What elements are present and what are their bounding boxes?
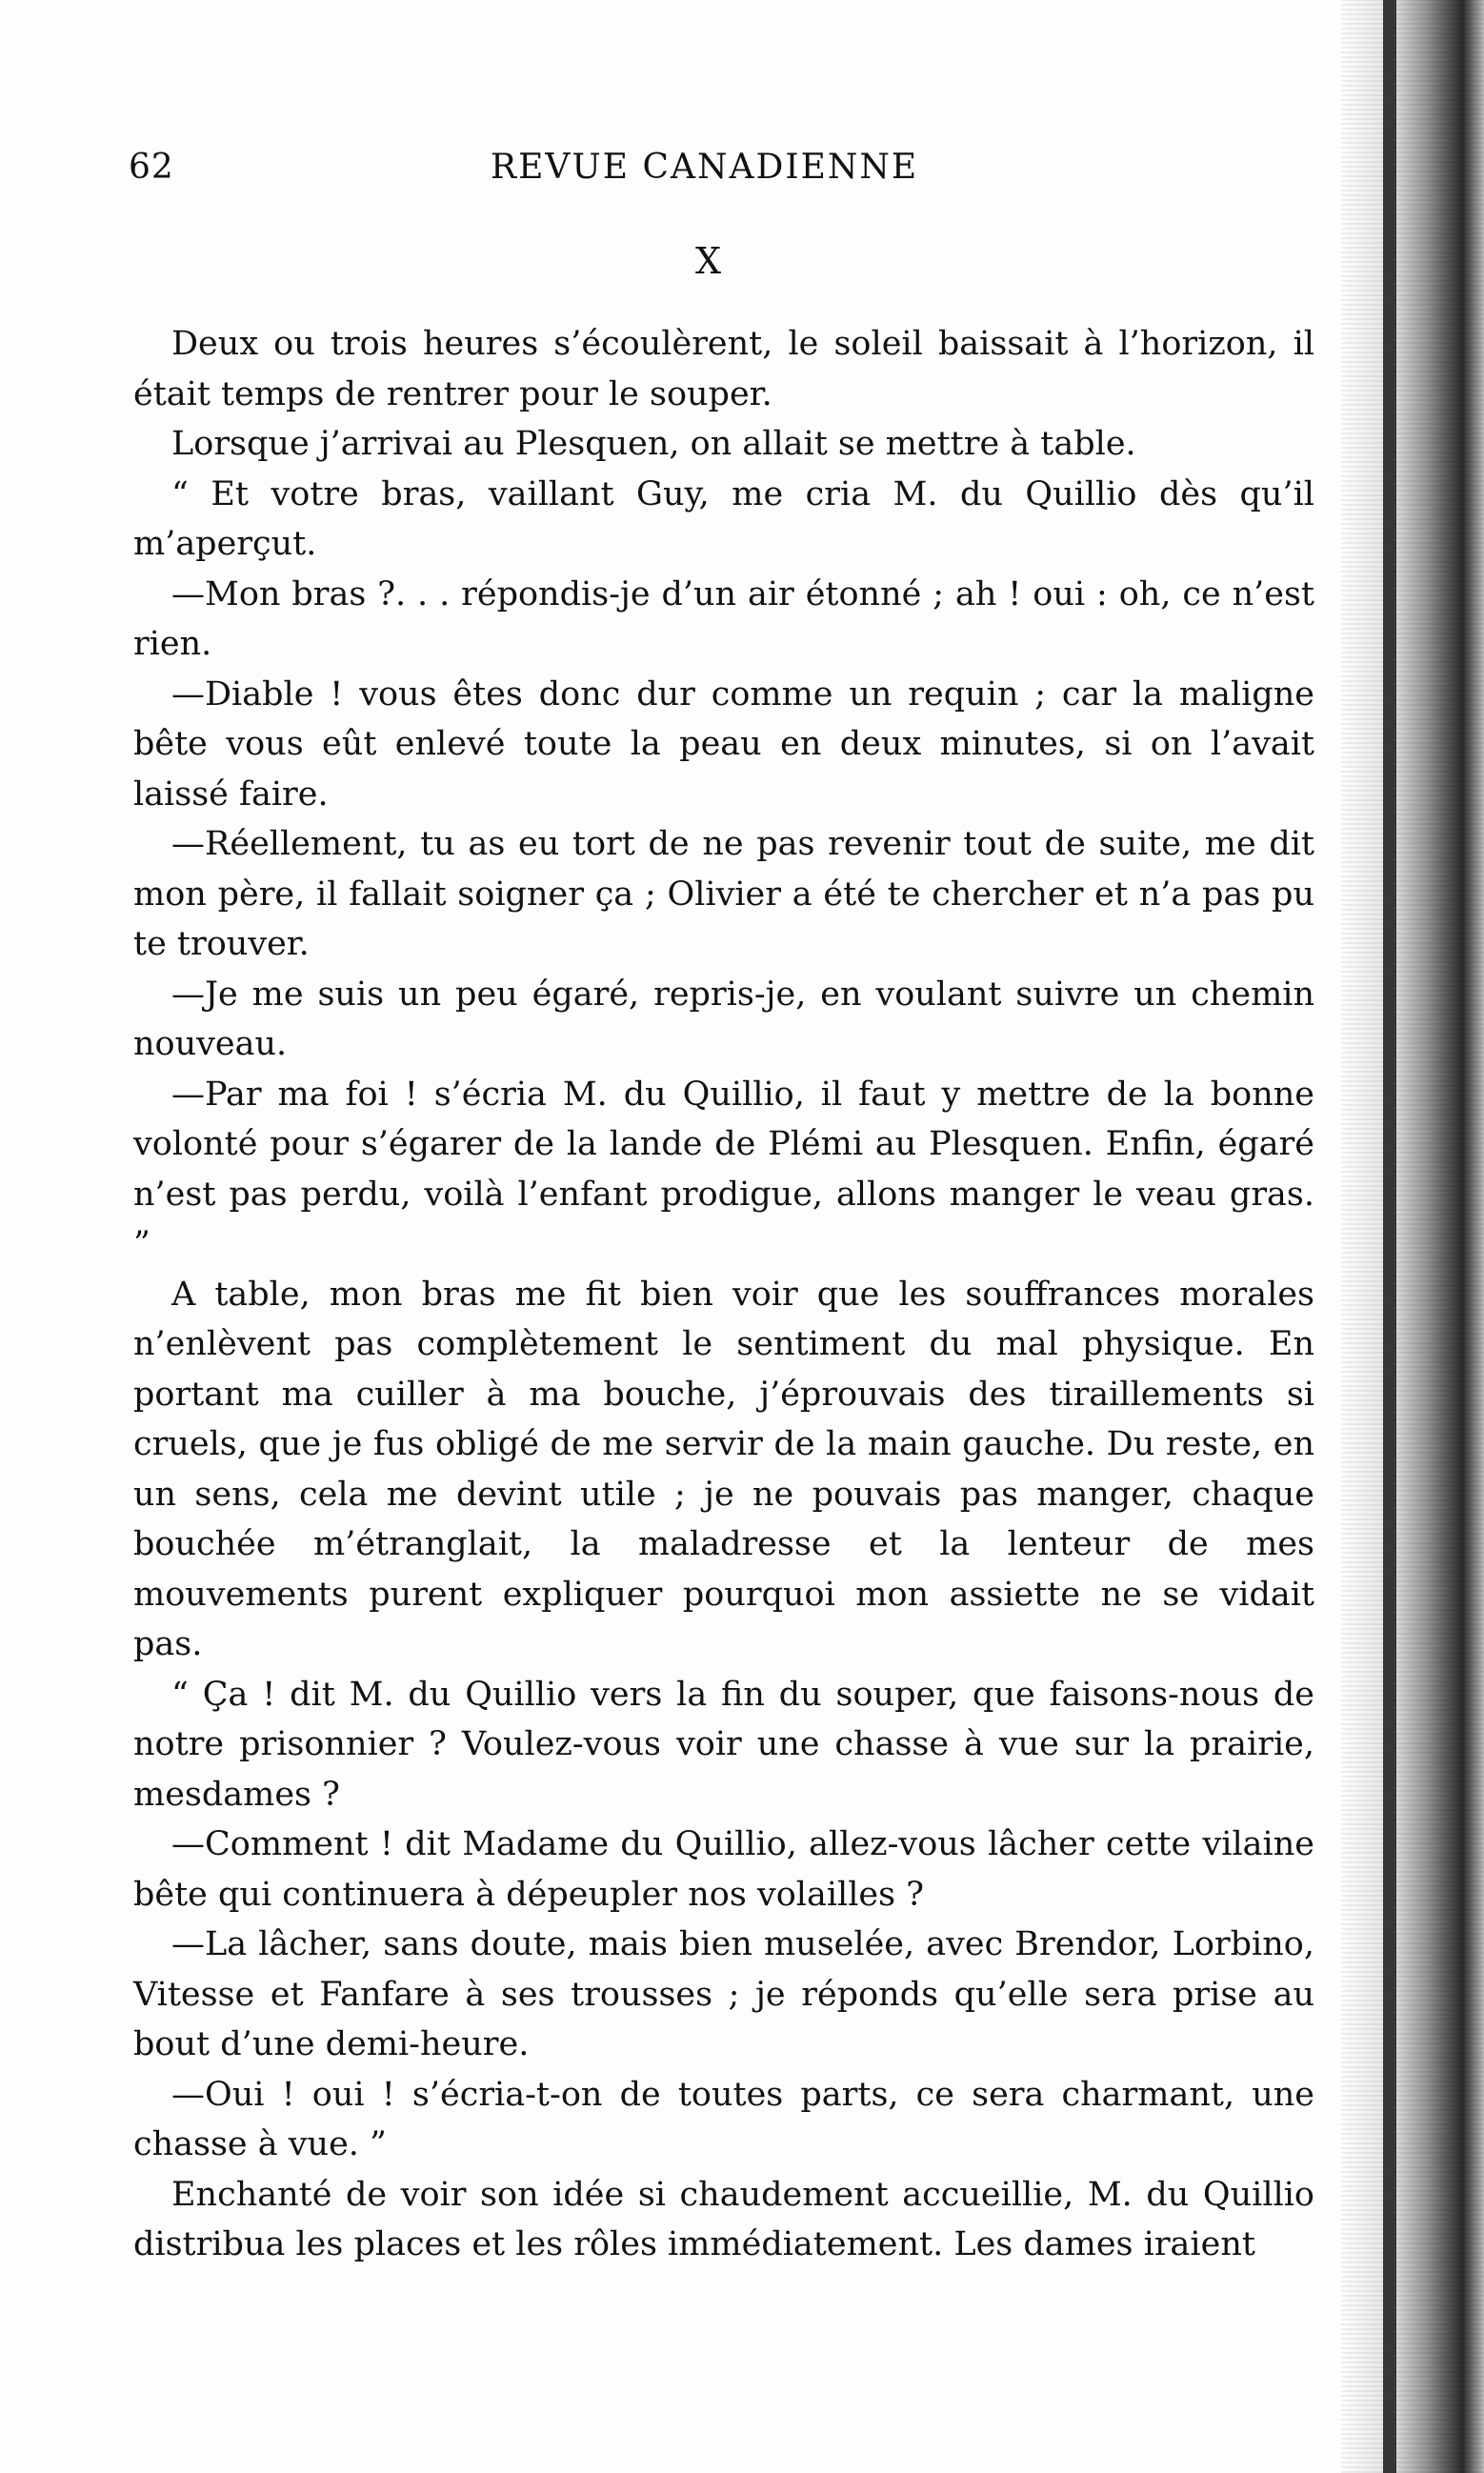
paragraph: —Oui ! oui ! s’écria-t-on de toutes parts, ce sera charmant, une chasse à vue. ” <box>133 2075 1314 2163</box>
paragraph: “ Ça ! dit M. du Quillio vers la fin du souper, que faisons-nous de notre prisonnier ? Voulez-vous voir une chasse à vue sur la prairie, mesdames ? <box>133 1675 1314 1814</box>
paragraph: A table, mon bras me fit bien voir que les souffrances morales n’enlèvent pas complètement le sentiment du mal physique. En portant ma cuiller à ma bouche, j’éprouvais des tiraillements si cruels, que je fus obligé de me servir de la main gauche. Du reste, en un sens, cela me devint utile ; je ne pouvais pas manger, chaque bouchée m’étranglait, la maladresse et la lenteur de mes mouvements purent expliquer pourquoi mon assiette ne se vidait pas. <box>133 1275 1314 1663</box>
paragraph: —Réellement, tu as eu tort de ne pas revenir tout de suite, me dit mon père, il fallait soigner ça ; Olivier a été te chercher et n’a pas pu te trouver. <box>133 825 1314 963</box>
paragraph: —Comment ! dit Madame du Quillio, allez-vous lâcher cette vilaine bête qui continuera à dépeupler nos volailles ? <box>133 1825 1314 1914</box>
paragraph: —La lâcher, sans doute, mais bien muselée, avec Brendor, Lorbino, Vitesse et Fanfare à ses trousses ; je réponds qu’elle sera prise au bout d’une demi-heure. <box>133 1925 1314 2063</box>
running-head: REVUE CANADIENNE <box>491 148 919 187</box>
paragraph: Deux ou trois heures s’écoulèrent, le soleil baissait à l’horizon, il était temps de rentrer pour le souper. <box>133 325 1314 413</box>
chapter-numeral: X <box>695 240 722 282</box>
binding-gutter <box>1341 0 1484 2473</box>
paragraph: —Diable ! vous êtes donc dur comme un requin ; car la maligne bête vous eût enlevé toute la peau en deux minutes, si on l’avait laissé faire. <box>133 674 1314 814</box>
paragraph: Enchanté de voir son idée si chaudement accueillie, M. du Quillio distribua les places et les rôles immédiatement. Les dames iraient <box>133 2175 1314 2263</box>
page-number: 62 <box>129 148 174 187</box>
paragraph: Lorsque j’arrivai au Plesquen, on allait se mettre à table. <box>171 425 1136 463</box>
paragraph: —Par ma foi ! s’écria M. du Quillio, il faut y mettre de la bonne volonté pour s’égarer de la lande de Plémi au Plesquen. Enfin, égaré n’est pas perdu, voilà l’enfant prodigue, allons manger le veau gras. ” <box>133 1075 1314 1263</box>
body-text <box>133 319 1314 2270</box>
page-header <box>129 148 1310 205</box>
paragraph: —Mon bras ?. . . répondis-je d’un air étonné ; ah ! oui : oh, ce n’est rien. <box>133 574 1314 663</box>
binding-shadow <box>1383 0 1396 2473</box>
paragraph: —Je me suis un peu égaré, repris-je, en voulant suivre un chemin nouveau. <box>133 975 1314 1063</box>
paragraph: “ Et votre bras, vaillant Guy, me cria M. du Quillio dès qu’il m’aperçut. <box>133 474 1314 563</box>
